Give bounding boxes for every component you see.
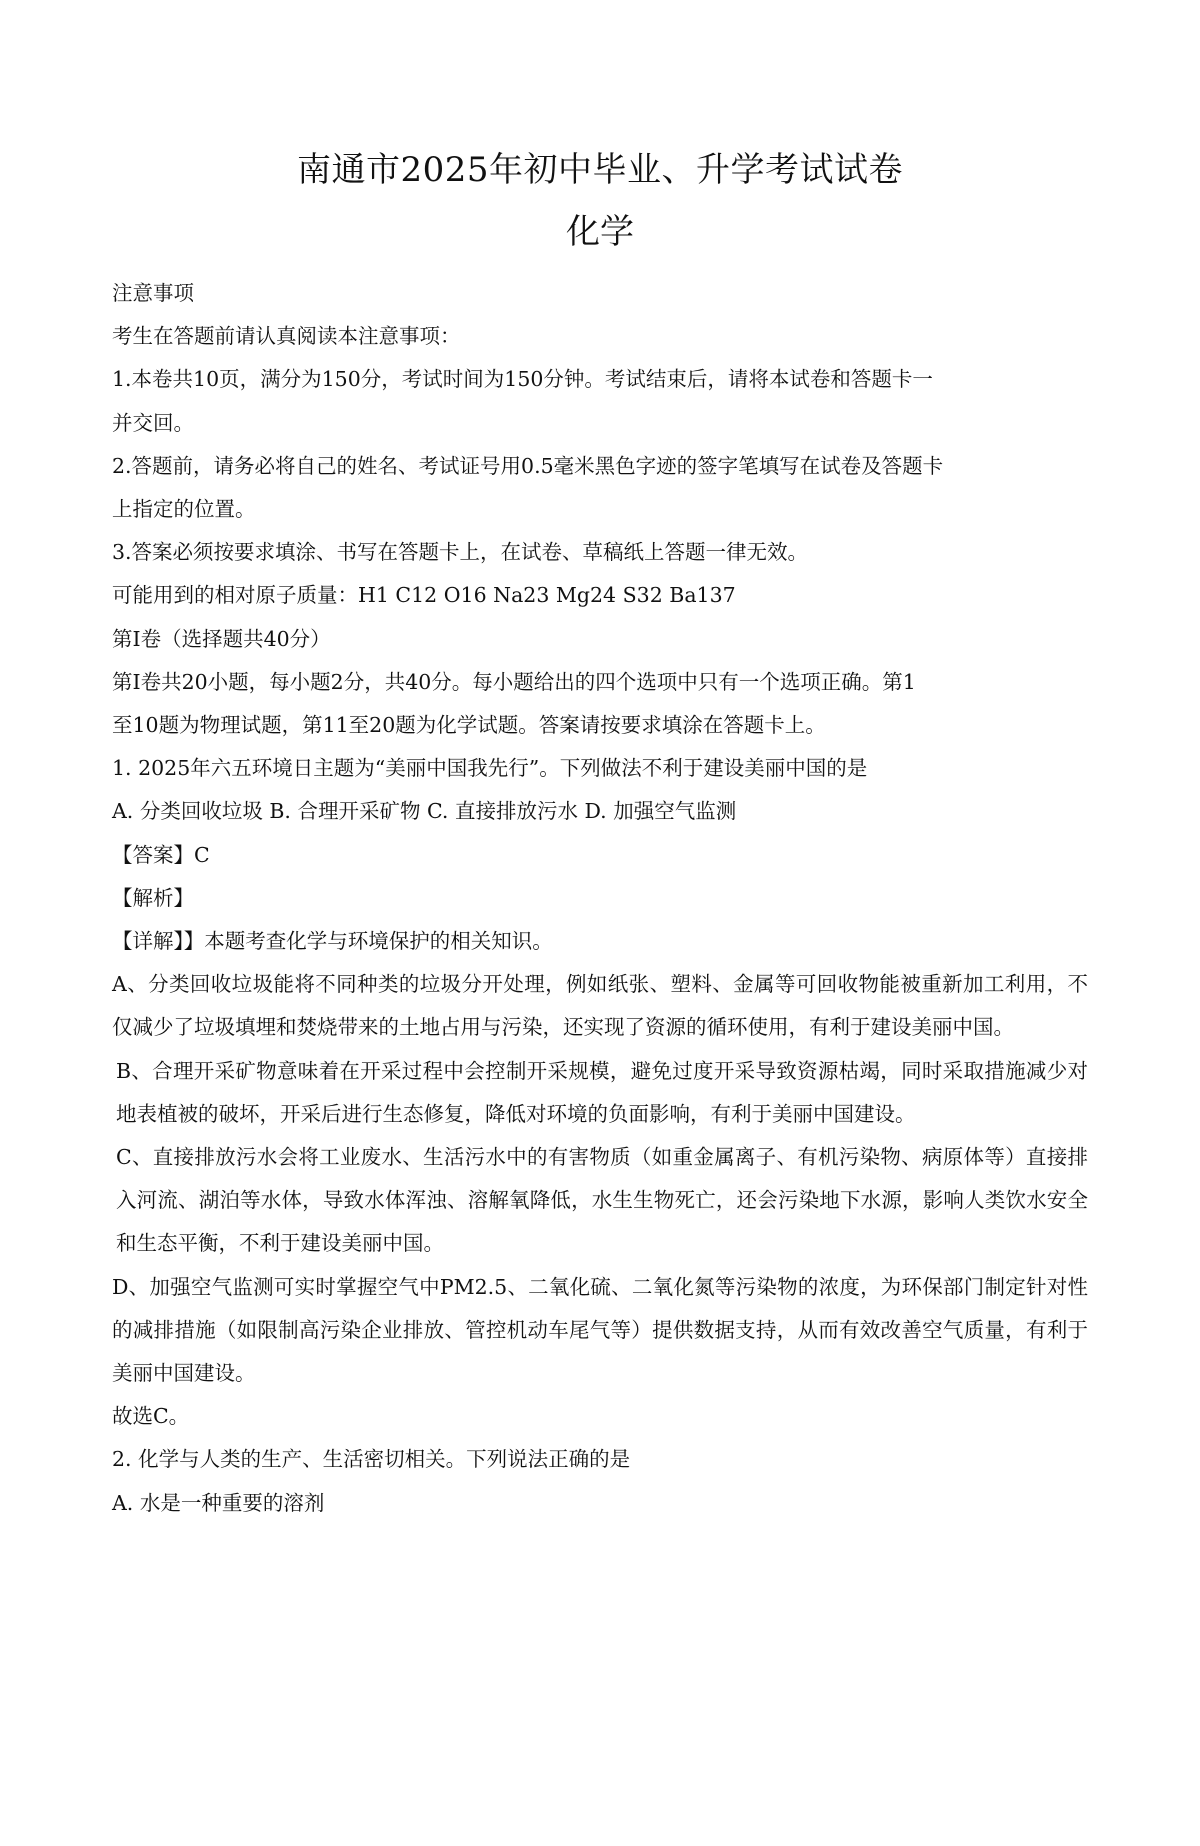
- exam-page: [0, 148, 1200, 1846]
- question-1-options: A. 分类回收垃圾 B. 合理开采矿物 C. 直接排放污水 D. 加强空气监测: [112, 799, 737, 824]
- question-2-option-a: A. 水是一种重要的溶剂: [112, 1490, 325, 1515]
- question-1-stem: 1. 2025年六五环境日主题为“美丽中国我先行”。下列做法不利于建设美丽中国的是: [112, 756, 868, 781]
- question-1-option-c-explanation: C、直接排放污水会将工业废水、生活污水中的有害物质（如重金属离子、有机污染物、病原体等）直接排入河流、湖泊等水体，导致水体浑浊、溶解氧降低，水生生物死亡，还会污染地下水源，影响人类饮水安全和生态平衡，不利于建设美丽中国。: [116, 1145, 1088, 1256]
- question-1-choice: 故选C。: [112, 1404, 190, 1429]
- notice-item-2-cont: 上指定的位置。: [112, 497, 256, 522]
- question-1-analysis-label: 【解析】: [112, 885, 194, 910]
- part1-heading: 第Ⅰ卷（选择题共40分）: [112, 626, 331, 651]
- notice-intro: 考生在答题前请认真阅读本注意事项：: [112, 324, 461, 349]
- exam-title: 南通市2025年初中毕业、升学考试试卷: [296, 150, 904, 190]
- notice-item-3: 3.答案必须按要求填涂、书写在答题卡上，在试卷、草稿纸上答题一律无效。: [112, 540, 809, 565]
- part1-description-cont: 至10题为物理试题，第11至20题为化学试题。答案请按要求填涂在答题卡上。: [112, 713, 826, 738]
- notice-heading: 注意事项: [112, 281, 194, 305]
- part1-description: 第Ⅰ卷共20小题，每小题2分，共40分。每小题给出的四个选项中只有一个选项正确。第1: [112, 669, 916, 694]
- question-1-option-b-explanation: B、合理开采矿物意味着在开采过程中会控制开采规模，避免过度开采导致资源枯竭，同时采取措施减少对地表植被的破坏，开采后进行生态修复，降低对环境的负面影响，有利于美丽中国建设。: [116, 1058, 1088, 1126]
- question-1-option-a-explanation: A、分类回收垃圾能将不同种类的垃圾分开处理，例如纸张、塑料、金属等可回收物能被重新加工利用，不仅减少了垃圾填埋和焚烧带来的土地占用与污染，还实现了资源的循环使用，有利于建设美丽中国。: [112, 972, 1088, 1040]
- question-1-answer: 【答案】C: [112, 842, 210, 867]
- question-1-detail: 【详解】】本题考查化学与环境保护的相关知识。: [112, 929, 553, 954]
- notice-item-1-cont: 并交回。: [112, 410, 194, 435]
- atomic-masses: 可能用到的相对原子质量：H1 C12 O16 Na23 Mg24 S32 Ba137: [112, 583, 736, 608]
- question-1-option-d-explanation: D、加强空气监测可实时掌握空气中PM2.5、二氧化硫、二氧化氮等污染物的浓度，为环保部门制定针对性的减排措施（如限制高污染企业排放、管控机动车尾气等）提供数据支持，从而有效改善空气质量，有利于美丽中国建设。: [112, 1274, 1088, 1386]
- question-2-stem: 2. 化学与人类的生产、生活密切相关。下列说法正确的是: [112, 1447, 631, 1472]
- exam-subject: 化学: [566, 212, 634, 252]
- notice-item-2: 2.答题前，请务必将自己的姓名、考试证号用0.5毫米黑色字迹的签字笔填写在试卷及答题卡: [112, 453, 944, 478]
- notice-item-1: 1.本卷共10页，满分为150分，考试时间为150分钟。考试结束后，请将本试卷和答题卡一: [112, 367, 933, 392]
